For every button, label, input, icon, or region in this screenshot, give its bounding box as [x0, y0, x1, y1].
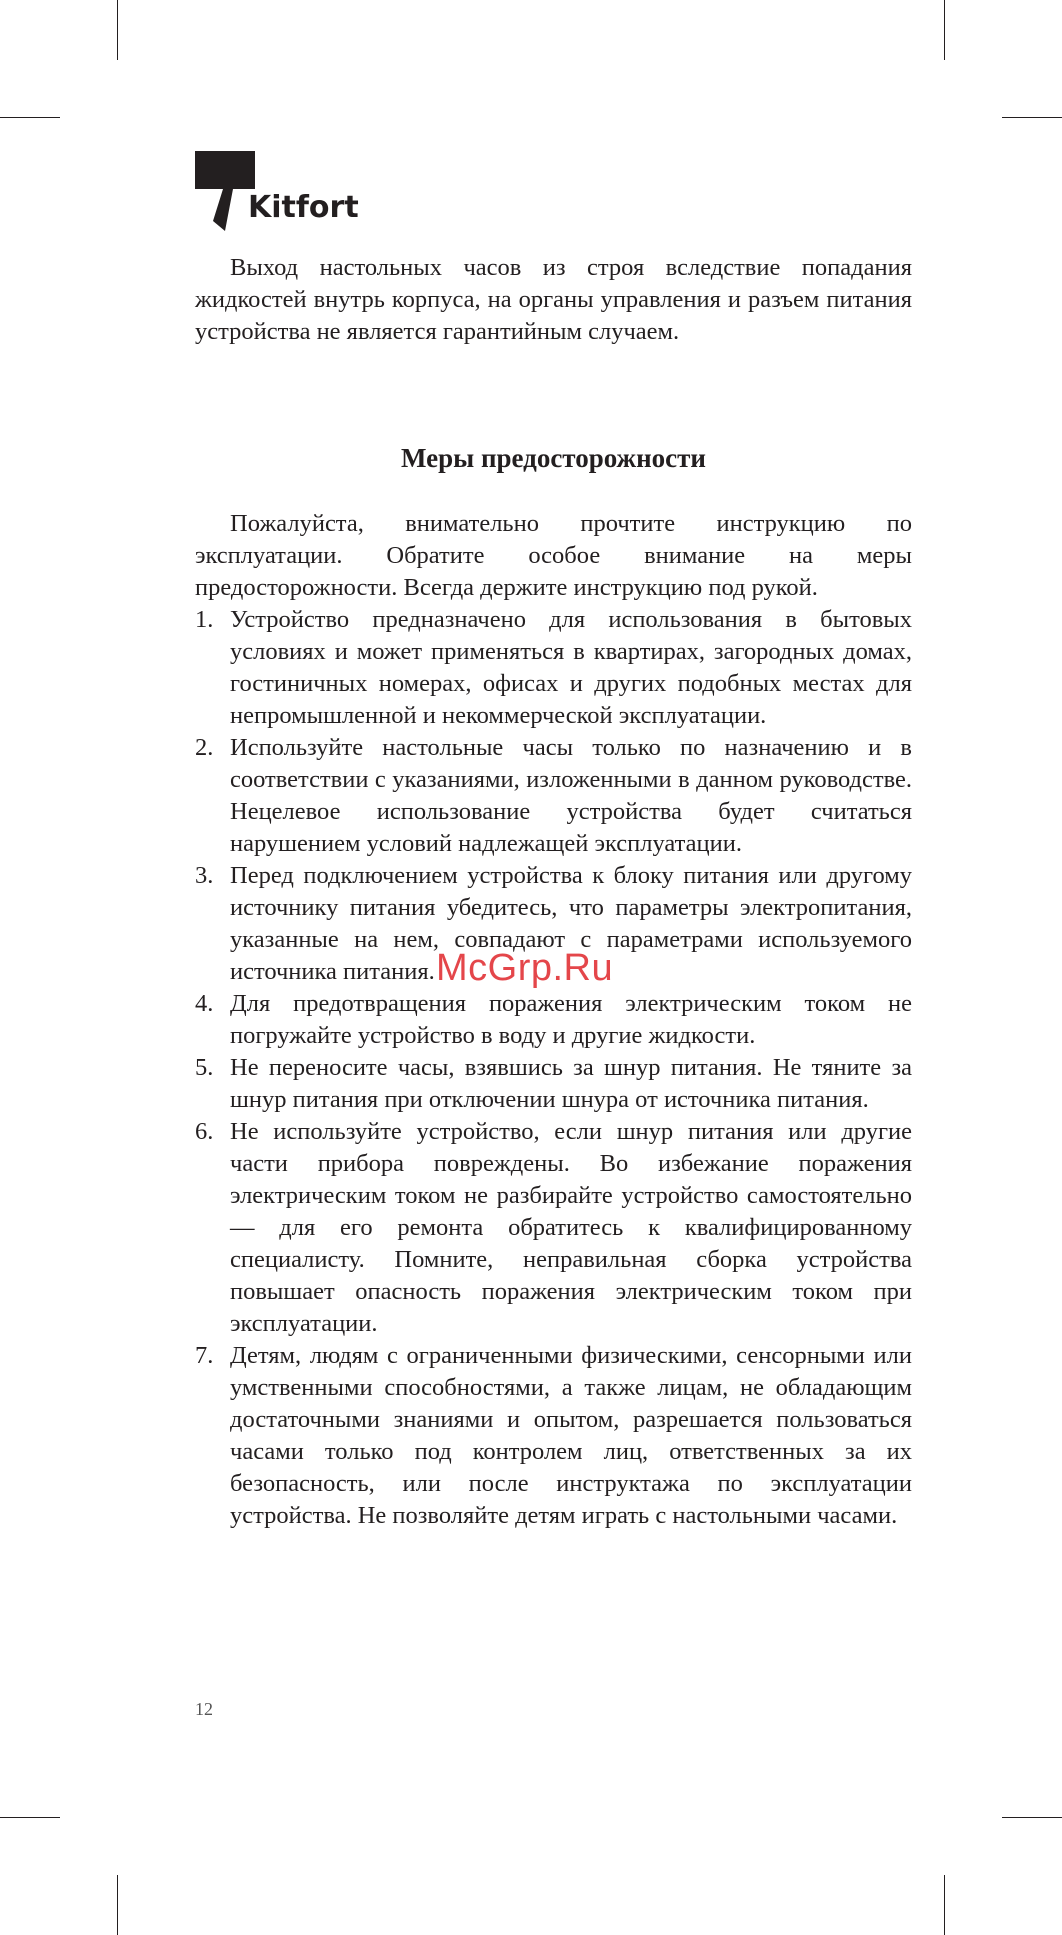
list-item	[195, 1052, 912, 1116]
section-heading: Меры предосторожности	[401, 443, 706, 473]
list-item-text: Детям, людям с ограниченными физическими, сенсорными или умственными способностями, а также лицам, не обладающим достаточными знаниями и опытом, разрешается пользоваться часами только под контролем лиц, ответственных за их безопасность, или после инструктажа по эксплуатации устройства. Не позволяйте детям играть с настольными часами.	[230, 1342, 912, 1529]
list-item-text: Не используйте устройство, если шнур питания или другие части прибора повреждены. Во избежание поражения электрическим током не разбирайте устройство самостоятельно — для его ремонта обратитесь к квалифицированному специалисту. Помните, неправильная сборка устройства повышает опасность поражения электрическим током при эксплуатации.	[230, 1118, 912, 1337]
watermark: McGrp.Ru	[436, 947, 614, 989]
list-item-text: Перед подключением устройства к блоку питания или другому источнику питания убедитесь, что параметры электропитания, указанные на нем, совпадают с параметрами используемого источника питания.	[230, 862, 912, 985]
intro-section	[195, 252, 912, 348]
list-item	[195, 988, 912, 1052]
crop-mark-right-top	[1002, 117, 1062, 118]
crop-mark-left-bottom	[0, 1817, 60, 1818]
list-item-number: 1.	[195, 606, 214, 633]
precautions-section	[195, 508, 912, 1532]
list-item	[195, 732, 912, 860]
crop-mark-right-bottom	[1002, 1817, 1062, 1818]
list-item-number: 4.	[195, 990, 214, 1017]
precautions-list	[195, 604, 912, 1532]
page-number: 12	[195, 1699, 213, 1719]
list-item-text: Не переносите часы, взявшись за шнур питания. Не тяните за шнур питания при отключении шнура от источника питания.	[230, 1054, 912, 1113]
crop-mark-bottom-right	[944, 1875, 945, 1935]
crop-mark-left-top	[0, 117, 60, 118]
list-item	[195, 1116, 912, 1340]
list-item-number: 3.	[195, 862, 214, 889]
list-item-number: 2.	[195, 734, 214, 761]
kitfort-logo-mark-icon	[195, 151, 255, 231]
list-item-number: 6.	[195, 1118, 214, 1145]
list-item-number: 5.	[195, 1054, 214, 1081]
list-item-number: 7.	[195, 1342, 214, 1369]
crop-mark-top-right	[944, 0, 945, 60]
lead-paragraph: Пожалуйста, внимательно прочтите инструкцию по эксплуатации. Обратите особое внимание на меры предосторожности. Всегда держите инструкцию под рукой.	[195, 510, 912, 601]
list-item	[195, 1340, 912, 1532]
brand-name: Kitfort	[248, 190, 359, 225]
list-item	[195, 604, 912, 732]
crop-mark-top-left	[117, 0, 118, 60]
intro-paragraph: Выход настольных часов из строя вследствие попадания жидкостей внутрь корпуса, на органы управления и разъем питания устройства не является гарантийным случаем.	[195, 254, 912, 345]
list-item-text: Устройство предназначено для использования в бытовых условиях и может применяться в квартирах, загородных домах, гостиничных номерах, офисах и других подобных местах для непромышленной и некоммерческой эксплуатации.	[230, 606, 912, 729]
list-item-text: Для предотвращения поражения электрическим током не погружайте устройство в воду и другие жидкости.	[230, 990, 912, 1049]
list-item-text: Используйте настольные часы только по назначению и в соответствии с указаниями, изложенными в данном руководстве. Нецелевое использование устройства будет считаться нарушением условий надлежащей эксплуатации.	[230, 734, 912, 857]
crop-mark-bottom-left	[117, 1875, 118, 1935]
